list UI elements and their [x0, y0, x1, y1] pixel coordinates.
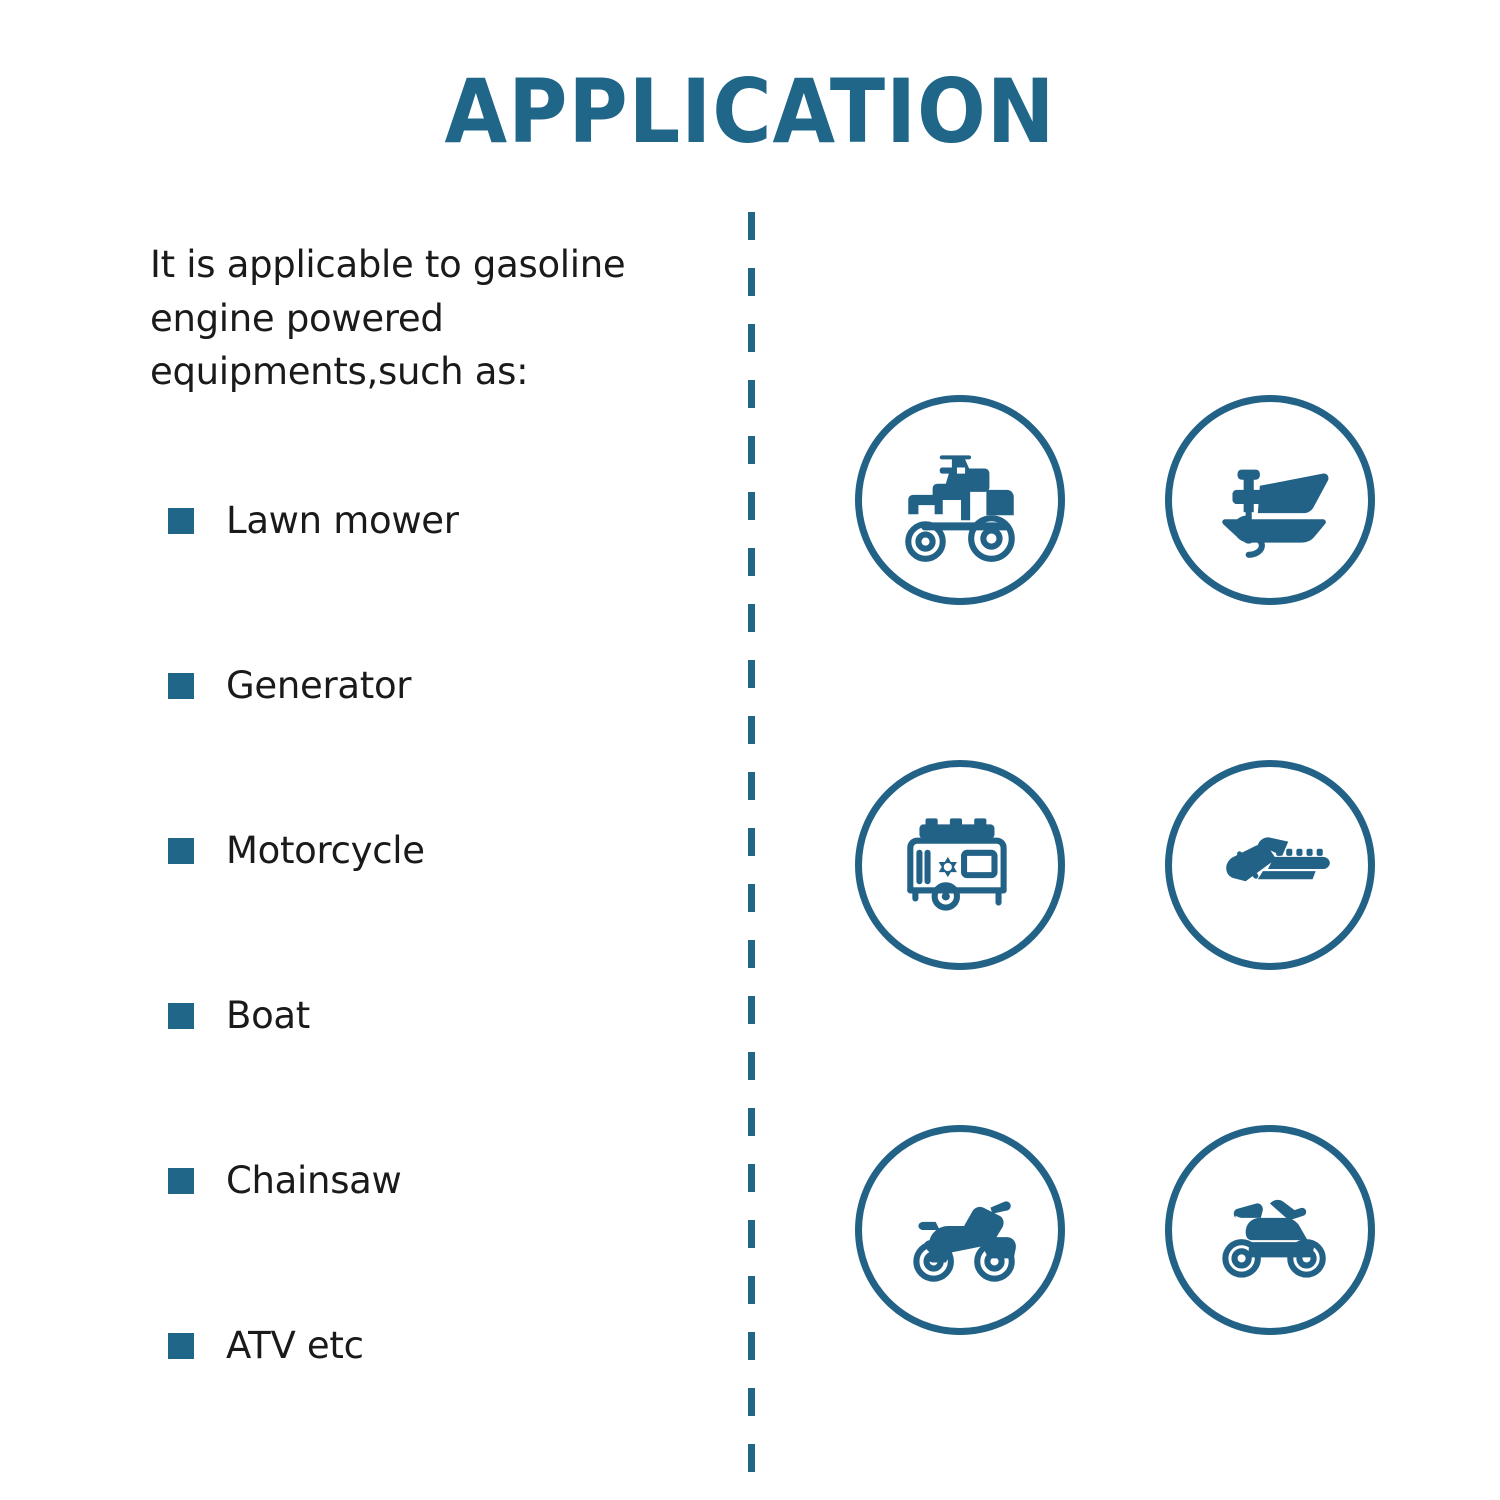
- list-item: [168, 603, 728, 768]
- list-item-label: ATV etc: [226, 1324, 364, 1367]
- list-item-label: Motorcycle: [226, 829, 425, 872]
- atv-icon: [1165, 1125, 1375, 1335]
- list-item-label: Lawn mower: [226, 499, 459, 542]
- list-item-label: Boat: [226, 994, 311, 1037]
- left-column: [150, 238, 710, 1367]
- lawn-mower-icon: [855, 395, 1065, 605]
- bullet-square-icon: [168, 838, 194, 864]
- bullet-square-icon: [168, 673, 194, 699]
- list-item-label: Chainsaw: [226, 1159, 402, 1202]
- page-title: APPLICATION: [444, 60, 1056, 163]
- boat-outboard-icon: [1165, 395, 1375, 605]
- application-list: [168, 438, 728, 1428]
- motorcycle-icon: [855, 1125, 1065, 1335]
- chainsaw-icon: [1165, 760, 1375, 970]
- vertical-dashed-divider: [748, 212, 755, 1482]
- list-item: [168, 933, 728, 1098]
- generator-icon: [855, 760, 1065, 970]
- list-item: [168, 768, 728, 933]
- list-item: [168, 438, 728, 603]
- list-item: [168, 1098, 728, 1263]
- icon-grid: [855, 395, 1375, 1335]
- bullet-square-icon: [168, 1003, 194, 1029]
- bullet-square-icon: [168, 1168, 194, 1194]
- list-item: [168, 1263, 728, 1428]
- bullet-square-icon: [168, 508, 194, 534]
- intro-text: It is applicable to gasoline engine powered equipments,such as:: [150, 243, 626, 394]
- list-item-label: Generator: [226, 664, 412, 707]
- bullet-square-icon: [168, 1333, 194, 1359]
